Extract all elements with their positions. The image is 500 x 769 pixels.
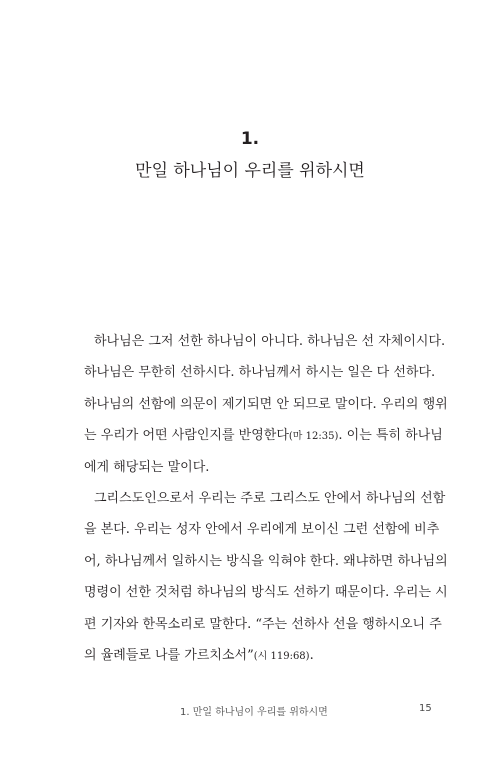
body-line: 을 본다. 우리는 성자 안에서 우리에게 보이신 그런 선함에 비추 xyxy=(84,522,440,538)
body-line: 편 기자와 한목소리로 말한다. “주는 선하사 선을 행하시오니 주 xyxy=(84,616,442,632)
body-line-text: . 이는 특히 하나님 xyxy=(338,428,443,444)
scripture-reference: (시 119:68) xyxy=(253,650,310,662)
body-line: 하나님은 무한히 선하시다. 하나님께서 하시는 일은 다 선하다. xyxy=(84,365,436,381)
chapter-title: 만일 하나님이 우리를 위하시면 xyxy=(135,161,365,181)
body-line: 그리스도인으로서 우리는 주로 그리스도 안에서 하나님의 선함 xyxy=(94,490,446,506)
body-line-text: 의 율례들로 나를 가르치소서” xyxy=(84,647,254,663)
chapter-number: 1. xyxy=(240,129,260,149)
body-line-text: . xyxy=(309,647,314,663)
body-line-text: 는 우리가 어떤 사람인지를 반영한다 xyxy=(84,428,289,444)
running-head: 1. 만일 하나님이 우리를 위하시면 xyxy=(180,707,328,718)
body-line-with-reference xyxy=(84,640,429,671)
scripture-reference: (마 12:35) xyxy=(288,431,339,443)
body-line: 하나님의 선함에 의문이 제기되면 안 되므로 말이다. 우리의 행위 xyxy=(84,396,448,412)
body-line: 어, 하나님께서 일하시는 방식을 익혀야 한다. 왜냐하면 하나님의 xyxy=(84,553,448,569)
body-line: 명령이 선한 것처럼 하나님의 방식도 선하기 때문이다. 우리는 시 xyxy=(84,585,448,601)
body-line: 하나님은 그저 선한 하나님이 아니다. 하나님은 선 자체이시다. xyxy=(94,334,446,349)
body-line: 에게 해당되는 말이다. xyxy=(84,459,210,475)
body-text xyxy=(84,326,448,671)
page-number: 15 xyxy=(419,703,432,714)
body-line-with-reference xyxy=(84,420,443,451)
